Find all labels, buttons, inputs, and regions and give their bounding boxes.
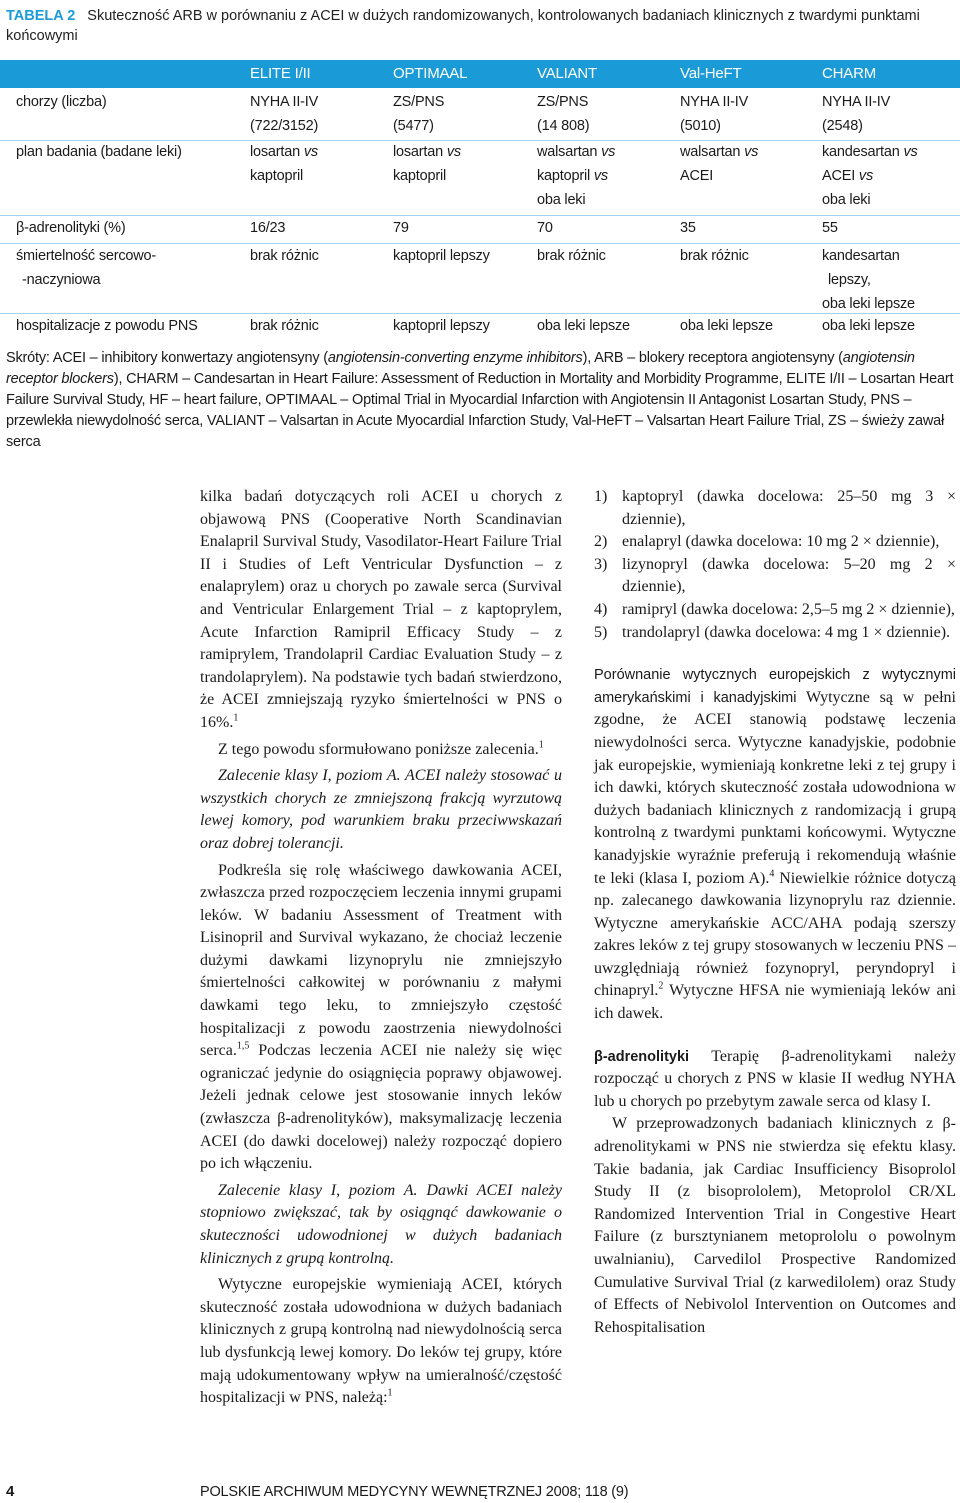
table-cell: kaptopril lepszy bbox=[393, 248, 490, 264]
table-cell: brak różnic bbox=[250, 318, 319, 334]
list-item-text: ramipryl (dawka docelowa: 2,5–5 mg 2 × dziennie), bbox=[622, 600, 955, 618]
table-cell: NYHA II-IV (722/3152) bbox=[250, 94, 319, 134]
table-cell: kaptopril lepszy bbox=[393, 318, 490, 334]
table-caption bbox=[6, 6, 956, 46]
table-caption-label: TABELA 2 bbox=[6, 8, 76, 24]
body-column-right bbox=[594, 486, 956, 1339]
list-item bbox=[594, 599, 956, 622]
page-number: 4 bbox=[6, 1483, 15, 1500]
section-beta-blockers: β-adrenolityki Terapię β-adrenolitykami należy rozpocząć u chorych z PNS w klasie II według NYHA lub u chorych po przebytym zawale serca od klasy I. bbox=[594, 1047, 956, 1110]
column-header-optimaal: OPTIMAAL bbox=[393, 65, 468, 82]
paragraph: Wytyczne europejskie wymieniają ACEI, których skuteczność została udowodniona w dużych badaniach klinicznych z grupą kontrolną nad niewydolnością serca lub dysfunkcją lewej komory. Do leków tej grupy, które mają udokumentowany wpływ na umieralność/częstość hospitalizacji w PNS, należą:$^1$ bbox=[200, 1276, 562, 1407]
table-cell: NYHA II-IV (5010) bbox=[680, 94, 749, 134]
paragraph: W przeprowadzonych badaniach klinicznych z β-adrenolitykami w PNS nie stwierdza się efektu klasy. Takie badania, jak Cardiac Insufficiency Bisoprolol Study II (z bisoprololem), Metoprolol CR/XL Randomized Intervention Trial in Congestive Heart Failure (z bursztynianem metoprololu o powolnym uwalnianiu), Carvedilol Prospective Randomized Cumulative Survival Trial (z karwedilolem) oraz Study of Effects of Nebivolol Intervention on Outcomes and Rehospitalisation bbox=[594, 1115, 956, 1336]
row-divider bbox=[0, 215, 960, 216]
table-cell: 35 bbox=[680, 220, 696, 236]
list-item-number: 1) bbox=[594, 488, 608, 505]
drug-list bbox=[594, 486, 956, 644]
table-abbreviations bbox=[6, 348, 956, 453]
table-cell: brak różnic bbox=[537, 248, 606, 264]
list-item bbox=[594, 554, 956, 599]
table-cell: walsartan vs kaptopril vs oba leki bbox=[537, 144, 616, 208]
table-cell: NYHA II-IV (2548) bbox=[822, 94, 891, 134]
paragraph: kilka badań dotyczących roli ACEI u chorych z objawową PNS (Cooperative North Scandinavian Enalapril Survival Study, Vasodilator-Heart Failure Trial II i Studies of Left Ventricular Dysfunction – z enalaprylem) oraz u chorych po zawale serca (Survival and Ventricular Enlargement Trial – z kaptoprylem, Acute Infarction Ramipril Efficacy Study – z ramiprylem, Trandolapril Cardiac Evaluation Study – z trandolaprylem). Na podstawie tych badań stwierdzono, że ACEI zmniejszają ryzyko śmiertelności w PNS o 16%.$^1$ bbox=[200, 488, 562, 731]
list-item bbox=[594, 531, 956, 554]
row-divider bbox=[0, 140, 960, 141]
row-label: β-adrenolityki (%) bbox=[16, 220, 126, 236]
column-header-valiant: VALIANT bbox=[537, 65, 598, 82]
recommendation: Zalecenie klasy I, poziom A. Dawki ACEI należy stopniowo zwiększać, tak by osiągnąć dawkowanie o skuteczności udowodnionej w dużych badaniach klinicznych z grupą kontrolną. bbox=[200, 1181, 562, 1267]
row-divider bbox=[0, 313, 960, 314]
table-cell: kandesartan vs ACEI vs oba leki bbox=[822, 144, 918, 208]
table-cell: 55 bbox=[822, 220, 838, 236]
row-label: śmiertelność sercowo- -naczyniowa bbox=[16, 248, 157, 288]
row-label: chorzy (liczba) bbox=[16, 94, 107, 110]
table-cell: oba leki lepsze bbox=[680, 318, 773, 334]
list-item-text: kaptopryl (dawka docelowa: 25–50 mg 3 × dziennie), bbox=[622, 488, 956, 528]
row-label: plan badania (badane leki) bbox=[16, 144, 182, 160]
section-heading: Porównanie wytycznych europejskich z wytycznymi amerykańskimi i kanadyjskimi bbox=[594, 667, 956, 706]
row-label: hospitalizacje z powodu PNS bbox=[16, 318, 198, 334]
section-guidelines-comparison: Porównanie wytycznych europejskich z wytycznymi amerykańskimi i kanadyjskimi Wytyczne są w pełni zgodne, że ACEI stanowią podstawę leczenia niewydolności serca. Wytyczne kanadyjskie, podobnie jak europejskie, wymieniają konkretne leki z tej grupy i ich dawki, których skuteczność została udowodniona w dużych badaniach klinicznych z randomizacją i grupą kontrolną z twardymi punktami końcowymi. Wytyczne kanadyjskie wyraźnie preferują i rekomendują właśnie te leki (klasa I, poziom A).$^4$ Niewielkie różnice dotyczą np. zalecanego dawkowania lizynoprylu raz dziennie. Wytyczne amerykańskie ACC/AHA podają szerszy zakres leków z tej grupy stosowanych w leczeniu PNS – uwzględniają również fozynopryl, peryndopryl i chinapryl.$^2$ Wytyczne HFSA nie wymieniają leków ani ich dawek. bbox=[594, 667, 957, 1023]
paragraph: Podkreśla się rolę właściwego dawkowania ACEI, zwłaszcza przed rozpoczęciem leczenia innymi grupami leków. W badaniu Assessment of Treatment with Lisinopril and Survival wykazano, że chociaż leczenie dużymi dawkami lizynoprylu nie zmniejszyło śmiertelności całkowitej w porównaniu z małymi dawkami tego leku, to zmniejszyło częstość hospitalizacji z powodu zaostrzenia niewydolności serca.$^{1,5}$ Podczas leczenia ACEI nie należy się więc ograniczać jedynie do osiągnięcia poprawy objawowej. Jeżeli jednak celowe jest stosowanie innych leków (zwłaszcza β-adrenolityków), maksymalizację leczenia ACEI (do dawki docelowej) należy rozpocząć dopiero po ich włączeniu. bbox=[200, 861, 562, 1173]
paragraph: Z tego powodu sformułowano poniższe zalecenia.$^1$ bbox=[218, 739, 544, 758]
table-cell: 70 bbox=[537, 220, 553, 236]
recommendation: Zalecenie klasy I, poziom A. ACEI należy stosować u wszystkich chorych ze zmniejszoną frakcją wyrzutową lewej komory, pod warunkiem braku przeciwwskazań oraz dobrej tolerancji. bbox=[200, 767, 562, 852]
column-header-charm: CHARM bbox=[822, 65, 876, 82]
table-cell: 16/23 bbox=[250, 220, 286, 236]
table-cell: ZS/PNS (14 808) bbox=[537, 94, 590, 134]
table-cell: kandesartan lepszy, oba leki lepsze bbox=[822, 248, 915, 312]
list-item-text: lizynopryl (dawka docelowa: 5–20 mg 2 × dziennie), bbox=[622, 555, 956, 596]
table-cell: brak różnic bbox=[250, 248, 319, 264]
journal-footer: POLSKIE ARCHIWUM MEDYCYNY WEWNĘTRZNEJ 2008; 118 (9) bbox=[200, 1484, 629, 1500]
column-header-valheft: Val-HeFT bbox=[680, 65, 742, 82]
list-item-text: enalapryl (dawka docelowa: 10 mg 2 × dziennie), bbox=[622, 533, 940, 551]
list-item-number: 4) bbox=[594, 600, 608, 618]
table-cell: oba leki lepsze bbox=[537, 318, 630, 334]
list-item-number: 2) bbox=[594, 533, 608, 551]
table-cell: brak różnic bbox=[680, 248, 749, 264]
row-divider bbox=[0, 243, 960, 244]
list-item bbox=[594, 622, 956, 645]
table-cell: losartan vs kaptopril bbox=[250, 144, 318, 184]
abbreviations-text: Skróty: ACEI – inhibitory konwertazy angiotensyny (angiotensin-converting enzyme inhibitors), ARB – blokery receptora angiotensyny (angiotensin receptor blockers), CHARM – Candesartan in Heart Failure: Assessment of Reduction in Mortality and Morbidity Programme, ELITE I/II – Losartan Heart Failure Survival Study, HF – heart failure, OPTIMAAL – Optimal Trial in Myocardial Infarction with Angiotensin II Antagonist Losartan Study, PNS – przewlekła niewydolność serca, VALIANT – Valsartan in Acute Myocardial Infarction Study, Val-HeFT – Valsartan Heart Failure Trial, ZS – świeży zawał serca bbox=[6, 350, 954, 450]
list-item-number: 5) bbox=[594, 623, 608, 641]
list-item bbox=[594, 486, 956, 531]
table-cell: oba leki lepsze bbox=[822, 318, 915, 334]
table-cell: ZS/PNS (5477) bbox=[393, 94, 445, 134]
section-heading: β-adrenolityki bbox=[594, 1048, 690, 1065]
body-column-left bbox=[200, 486, 562, 1410]
list-item-text: trandolapryl (dawka docelowa: 4 mg 1 × dziennie). bbox=[622, 623, 951, 641]
list-item-number: 3) bbox=[594, 555, 608, 573]
table-cell: 79 bbox=[393, 220, 409, 236]
table-cell: losartan vs kaptopril bbox=[393, 144, 461, 184]
table-caption-text: Skuteczność ARB w porównaniu z ACEI w dużych randomizowanych, kontrolowanych badaniach klinicznych z twardymi punktami końcowymi bbox=[6, 8, 920, 44]
table-header-row bbox=[0, 60, 960, 88]
table-cell: walsartan vs ACEI bbox=[680, 144, 759, 184]
column-header-elite: ELITE I/II bbox=[250, 65, 311, 82]
